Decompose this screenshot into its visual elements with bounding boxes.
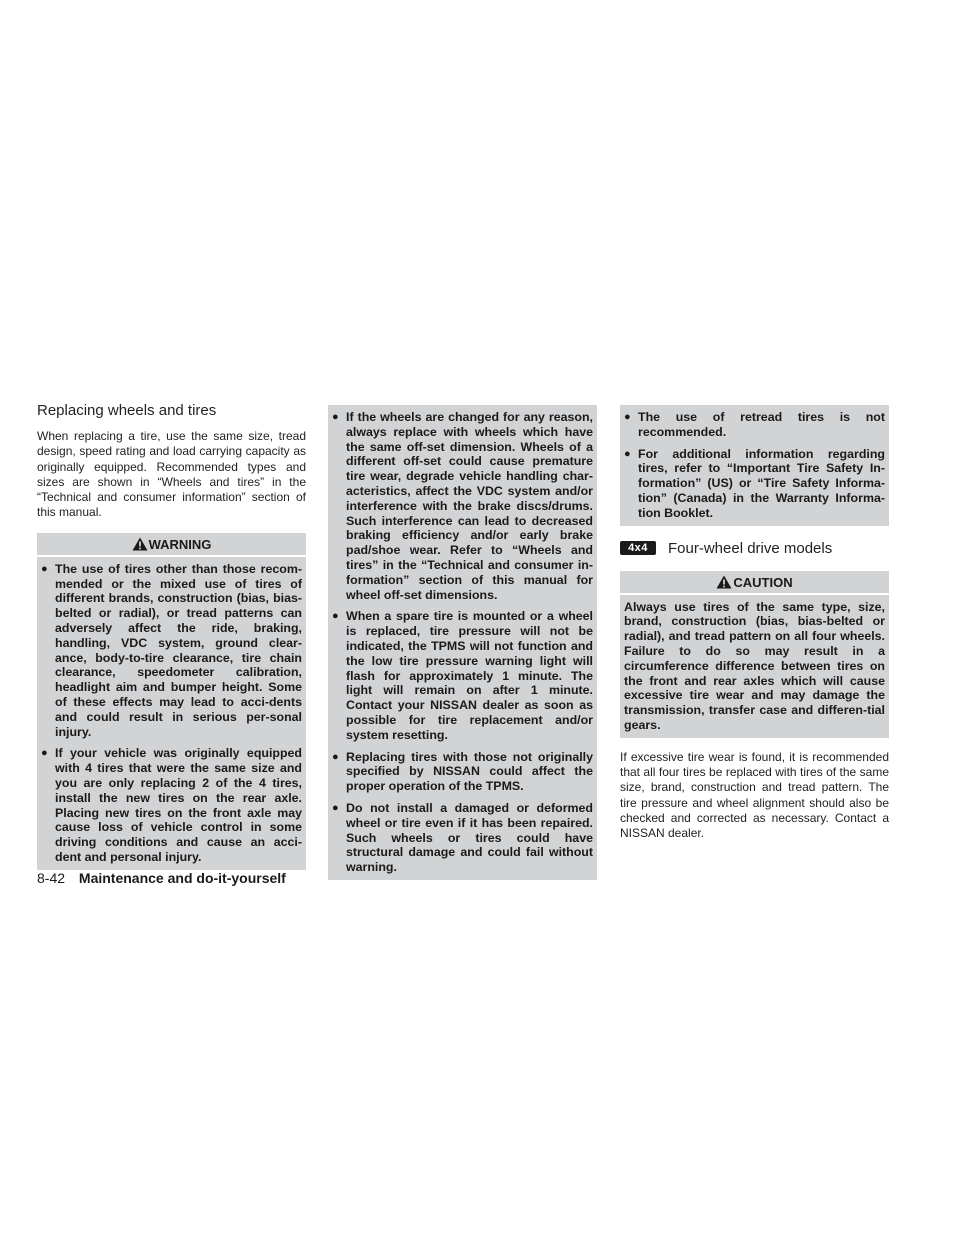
bullet-icon: ● bbox=[332, 750, 339, 763]
list-item bbox=[41, 746, 302, 864]
page-number: 8-42 bbox=[37, 870, 66, 886]
page-footer bbox=[37, 870, 286, 886]
warning-continued-list bbox=[332, 410, 593, 875]
list-item-text: For additional information regarding tires, refer to “Important Tire Safety In-formation” (US) or “Tire Safety Informa-tion” (Canada) in the Warranty Informa-tion Booklet. bbox=[638, 446, 885, 520]
intro-paragraph: When replacing a tire, use the same size, tread design, speed rating and load carrying capacity as originally equipped. Recommended types and sizes are shown in “Wheels and tires” in the “Technical and consumer information” section of this manual. bbox=[37, 429, 306, 520]
warning-continued-box bbox=[328, 405, 597, 880]
list-item bbox=[332, 410, 593, 602]
list-item-text: The use of retread tires is not recommended. bbox=[638, 410, 885, 439]
list-item bbox=[332, 750, 593, 794]
warning-continued-list-2 bbox=[624, 410, 885, 521]
column-2 bbox=[328, 405, 597, 880]
bullet-icon: ● bbox=[41, 747, 48, 760]
bullet-icon: ● bbox=[624, 447, 631, 460]
list-item bbox=[332, 801, 593, 875]
list-item-text: Do not install a damaged or deformed wheel or tire even if it has been repaired. Such wheels or tires could have structural damage and could fail without warning. bbox=[346, 800, 593, 875]
warning-continued-box-2 bbox=[620, 405, 889, 526]
four-wheel-drive-subheading bbox=[620, 540, 889, 557]
column-1 bbox=[37, 400, 306, 870]
bullet-icon: ● bbox=[332, 411, 339, 423]
column-3 bbox=[620, 405, 889, 842]
warning-body bbox=[37, 557, 306, 870]
bullet-icon: ● bbox=[332, 610, 339, 623]
four-wheel-drive-icon: 4x4 bbox=[620, 541, 656, 555]
section-heading-replacing-wheels: Replacing wheels and tires bbox=[37, 402, 217, 419]
bullet-icon: ● bbox=[624, 411, 631, 423]
caution-body bbox=[620, 595, 889, 738]
list-item-text: Replacing tires with those not originally specified by NISSAN could affect the proper operation of the TPMS. bbox=[346, 749, 593, 794]
list-item-text: If the wheels are changed for any reason, always replace with wheels which have the same off-set dimension. Wheels of a different off-set could cause premature tire wear, degrade vehicle handling char-acteristics, affect the VDC system and/or interference with the brake discs/drums. Such interference can lead to decreased braking efficiency and/or early brake pad/shoe wear. Refer to “Wheels and tires” in the “Technical and consumer in-formation” section of this manual for wheel off-set dimensions. bbox=[346, 410, 593, 602]
list-item-text: When a spare tire is mounted or a wheel is replaced, tire pressure will not be indicated, the TPMS will not function and the low tire pressure warning light will flash for approximately 1 minute. The light will remain on after 1 minute. Contact your NISSAN dealer as soon as possible for tire replacement and/or system resetting. bbox=[346, 609, 593, 742]
caution-text: Always use tires of the same type, size, brand, construction (bias, bias-belted or radial), and tread pattern on all four wheels. Failure to do so may result in a circumference difference between tires on the front and rear axles which will cause excessive tire wear and may damage the transmission, transfer case and differen-tial gears. bbox=[624, 599, 885, 732]
chapter-title: Maintenance and do-it-yourself bbox=[78, 870, 286, 886]
bullet-icon: ● bbox=[41, 562, 48, 575]
caution-title: CAUTION bbox=[733, 574, 793, 590]
bullet-icon: ● bbox=[332, 801, 339, 814]
warning-triangle-icon bbox=[132, 537, 148, 551]
warning-triangle-icon bbox=[716, 575, 732, 589]
warning-header bbox=[37, 533, 306, 557]
warning-list bbox=[41, 562, 302, 865]
tire-wear-paragraph: If excessive tire wear is found, it is recommended that all four tires be replaced with tires of the same size, brand, construction and tread pattern. The tire pressure and wheel alignment should also be checked and corrected as necessary. Contact a NISSAN dealer. bbox=[620, 749, 889, 841]
list-item bbox=[41, 562, 302, 740]
caution-header bbox=[620, 571, 889, 595]
warning-title: WARNING bbox=[148, 536, 212, 552]
list-item bbox=[624, 447, 885, 521]
list-item bbox=[624, 410, 885, 440]
list-item-text: If your vehicle was originally equipped with 4 tires that were the same size and you are only replacing 2 of the 4 tires, install the new tires on the rear axle. Placing new tires on the front axle may cause loss of vehicle control in some driving conditions and cause an acci-dent and personal injury. bbox=[55, 746, 302, 864]
list-item-text: The use of tires other than those recom-mended or the mixed use of tires of different brands, construction (bias, bias-belted or radial), or tread patterns can adversely affect the ride, braking, handling, VDC system, ground clear-ance, body-to-tire clearance, tire chain clearance, speedometer calibration, headlight aim and bumper height. Some of these effects may lead to acci-dents and could result in serious per-sonal injury. bbox=[55, 561, 302, 739]
list-item bbox=[332, 609, 593, 742]
four-wheel-drive-heading: Four-wheel drive models bbox=[668, 539, 833, 557]
